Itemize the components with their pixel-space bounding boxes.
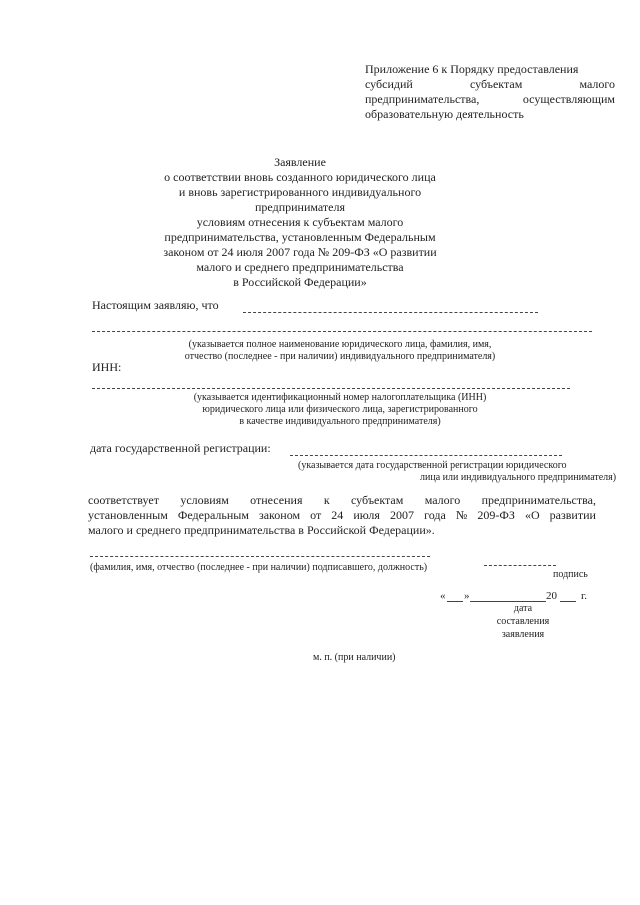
date-year-prefix: 20: [546, 590, 557, 602]
statement-word: развитии: [549, 508, 596, 522]
signature-input-line[interactable]: [484, 565, 556, 566]
appendix-word: предпринимательства,: [365, 92, 480, 106]
inn-hint-3: в качестве индивидуального предпринимателя): [239, 416, 441, 427]
registration-input-line[interactable]: [290, 455, 562, 456]
statement-line-3: малого и среднего предпринимательства в Российской Федерации».: [88, 523, 435, 537]
title-line: в Российской Федерации»: [233, 275, 367, 289]
date-caption-1: дата: [513, 603, 533, 614]
appendix-word: осуществляющим: [522, 92, 615, 106]
statement-word: законом: [258, 508, 301, 522]
declare-label: Настоящим заявляю, что: [92, 298, 219, 312]
title-line: законом от 24 июля 2007 года № 209-ФЗ «О развитии: [163, 245, 437, 259]
declare-hint-2: отчество (последнее - при наличии) индивидуального предпринимателя): [184, 351, 496, 362]
title-line: предпринимательства, установленным Федеральным: [164, 230, 436, 244]
statement-word: предпринимательства,: [481, 493, 596, 507]
statement-word: от: [310, 508, 322, 522]
inn-input-line[interactable]: [92, 388, 570, 389]
inn-hint-1: (указывается идентификационный номер налогоплательщика (ИНН): [193, 392, 487, 403]
document-title: [140, 155, 460, 290]
statement-word: к: [323, 493, 330, 507]
statement-word: 24: [331, 508, 344, 522]
statement-line-2: [88, 508, 596, 523]
declare-hint-1: (указывается полное наименование юридического лица, фамилия, имя,: [188, 339, 492, 350]
date-year-field[interactable]: [560, 601, 576, 602]
statement-word: «О: [524, 508, 540, 522]
date-day-field[interactable]: [447, 601, 463, 602]
title-line: условиям отнесения к субъектам малого: [196, 215, 404, 229]
appendix-word: малого: [579, 77, 615, 91]
title-line: о соответствии вновь созданного юридического лица: [164, 170, 436, 184]
declare-input-line-2[interactable]: [92, 331, 592, 332]
appendix-word: субсидий: [365, 77, 413, 91]
signature-label: подпись: [553, 569, 588, 580]
date-close-quote: »: [464, 590, 470, 602]
statement-word: 2007: [390, 508, 415, 522]
statement-line-1: [88, 493, 596, 508]
title-heading: Заявление: [274, 155, 326, 169]
statement-word: Федеральным: [177, 508, 249, 522]
stamp-place-label: м. п. (при наличии): [313, 652, 396, 663]
signer-input-line[interactable]: [90, 556, 430, 557]
appendix-line-3: [365, 92, 615, 107]
signer-hint: (фамилия, имя, отчество (последнее - при наличии) подписавшего, должность): [90, 562, 428, 573]
appendix-line-1: Приложение 6 к Порядку предоставления: [365, 62, 579, 76]
appendix-line-4: образовательную деятельность: [365, 107, 524, 121]
registration-hint-2: лица или индивидуального предпринимателя): [420, 472, 617, 483]
statement-word: 209-ФЗ: [477, 508, 515, 522]
inn-label: ИНН:: [92, 360, 122, 374]
statement-word: установленным: [88, 508, 168, 522]
statement-word: субъектам: [351, 493, 404, 507]
statement-word: соответствует: [88, 493, 159, 507]
inn-hint-2: юридического лица или физического лица, зарегистрированного: [202, 404, 478, 415]
date-open-quote: «: [440, 590, 446, 602]
date-year-suffix: г.: [581, 590, 588, 602]
title-line: и вновь зарегистрированного индивидуального предпринимателя: [178, 185, 422, 214]
statement-paragraph: [88, 493, 596, 538]
date-caption-2: составления: [496, 616, 550, 627]
date-caption-3: заявления: [501, 629, 545, 640]
statement-word: условиям: [180, 493, 229, 507]
statement-word: июля: [353, 508, 380, 522]
statement-word: малого: [424, 493, 461, 507]
registration-label: дата государственной регистрации:: [90, 441, 271, 455]
statement-word: отнесения: [250, 493, 303, 507]
appendix-word: субъектам: [469, 77, 523, 91]
statement-word: года: [424, 508, 446, 522]
declare-input-line[interactable]: [243, 312, 538, 313]
appendix-line-2: [365, 77, 615, 92]
appendix-header: [365, 62, 615, 122]
date-month-field[interactable]: [470, 601, 546, 602]
registration-hint-1: (указывается дата государственной регистрации юридического: [298, 460, 567, 471]
title-line: малого и среднего предпринимательства: [196, 260, 404, 274]
statement-word: №: [455, 508, 468, 522]
